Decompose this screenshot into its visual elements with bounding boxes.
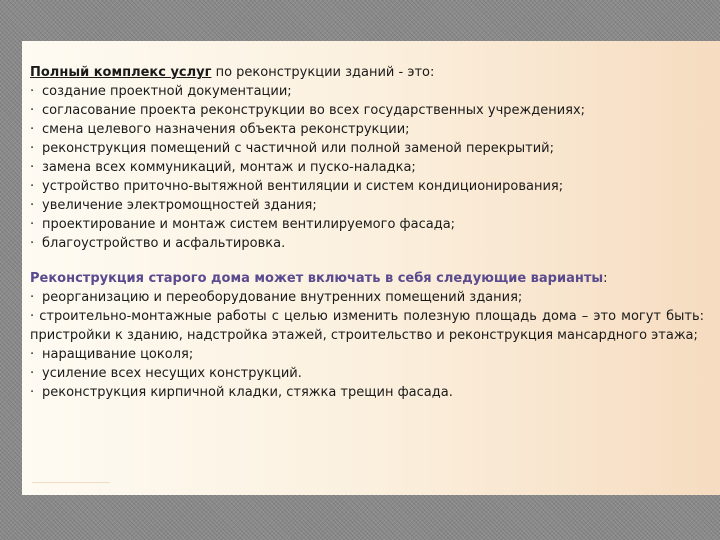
list-item-text: увеличение электромощностей здания; [42,198,317,213]
slide-panel [22,41,720,495]
list-item-text: реконструкция помещений с частичной или полной заменой перекрытий; [42,141,554,156]
list-item-text: создание проектной документации; [42,84,292,99]
bullet-icon: · [30,122,35,137]
list-item-text: усиление всех несущих конструкций. [42,366,302,381]
list-item [30,120,710,139]
bullet-icon: · [30,217,35,232]
list-item-wrapped [30,307,704,345]
bullet-icon: · [30,103,35,118]
section1-heading [30,63,710,82]
list-item [30,177,710,196]
list-item [30,196,710,215]
list-item [30,234,710,253]
list-item-text: проектирование и монтаж систем вентилируемого фасада; [42,217,456,232]
bullet-icon: · [30,179,35,194]
footer-divider [32,482,110,483]
bullet-icon: · [30,160,35,175]
section2-heading [30,269,710,288]
list-item-text: реорганизацию и переоборудование внутренних помещений здания; [42,290,523,305]
list-item [30,139,710,158]
bullet-icon: · [30,366,35,381]
list-item-text: благоустройство и асфальтировка. [42,236,286,251]
bullet-icon: · [30,236,35,251]
section-spacer [30,253,710,269]
bullet-icon: · [30,385,35,400]
slide-content [30,63,710,402]
list-item-text: строительно-монтажные работы с целью изменить полезную площадь дома – это могут быть: пристройки к зданию, надстройка этажей, строительство и реконструкция мансардного этажа; [30,309,704,343]
list-item [30,215,710,234]
section1-title-bold: Полный комплекс услуг [30,65,212,80]
list-item [30,345,710,364]
section2-title: Реконструкция старого дома может включать в себя следующие варианты [30,271,604,286]
bullet-icon: · [30,309,40,324]
list-item [30,82,710,101]
bullet-icon: · [30,290,35,305]
section2-title-suffix: : [603,271,608,286]
bullet-icon: · [30,198,35,213]
list-item-text: наращивание цоколя; [42,347,194,362]
list-item [30,158,710,177]
bullet-icon: · [30,347,35,362]
section1-title-rest: по реконструкции зданий - это: [211,65,435,80]
list-item-text: замена всех коммуникаций, монтаж и пуско-наладка; [42,160,416,175]
list-item [30,288,710,307]
list-item-text: согласование проекта реконструкции во всех государственных учреждениях; [42,103,586,118]
list-item [30,101,710,120]
list-item-text: устройство приточно-вытяжной вентиляции и систем кондиционирования; [42,179,564,194]
list-item-text: смена целевого назначения объекта реконструкции; [42,122,410,137]
list-item [30,383,710,402]
list-item [30,364,710,383]
list-item-text: реконструкция кирпичной кладки, стяжка трещин фасада. [42,385,453,400]
bullet-icon: · [30,84,35,99]
bullet-icon: · [30,141,35,156]
